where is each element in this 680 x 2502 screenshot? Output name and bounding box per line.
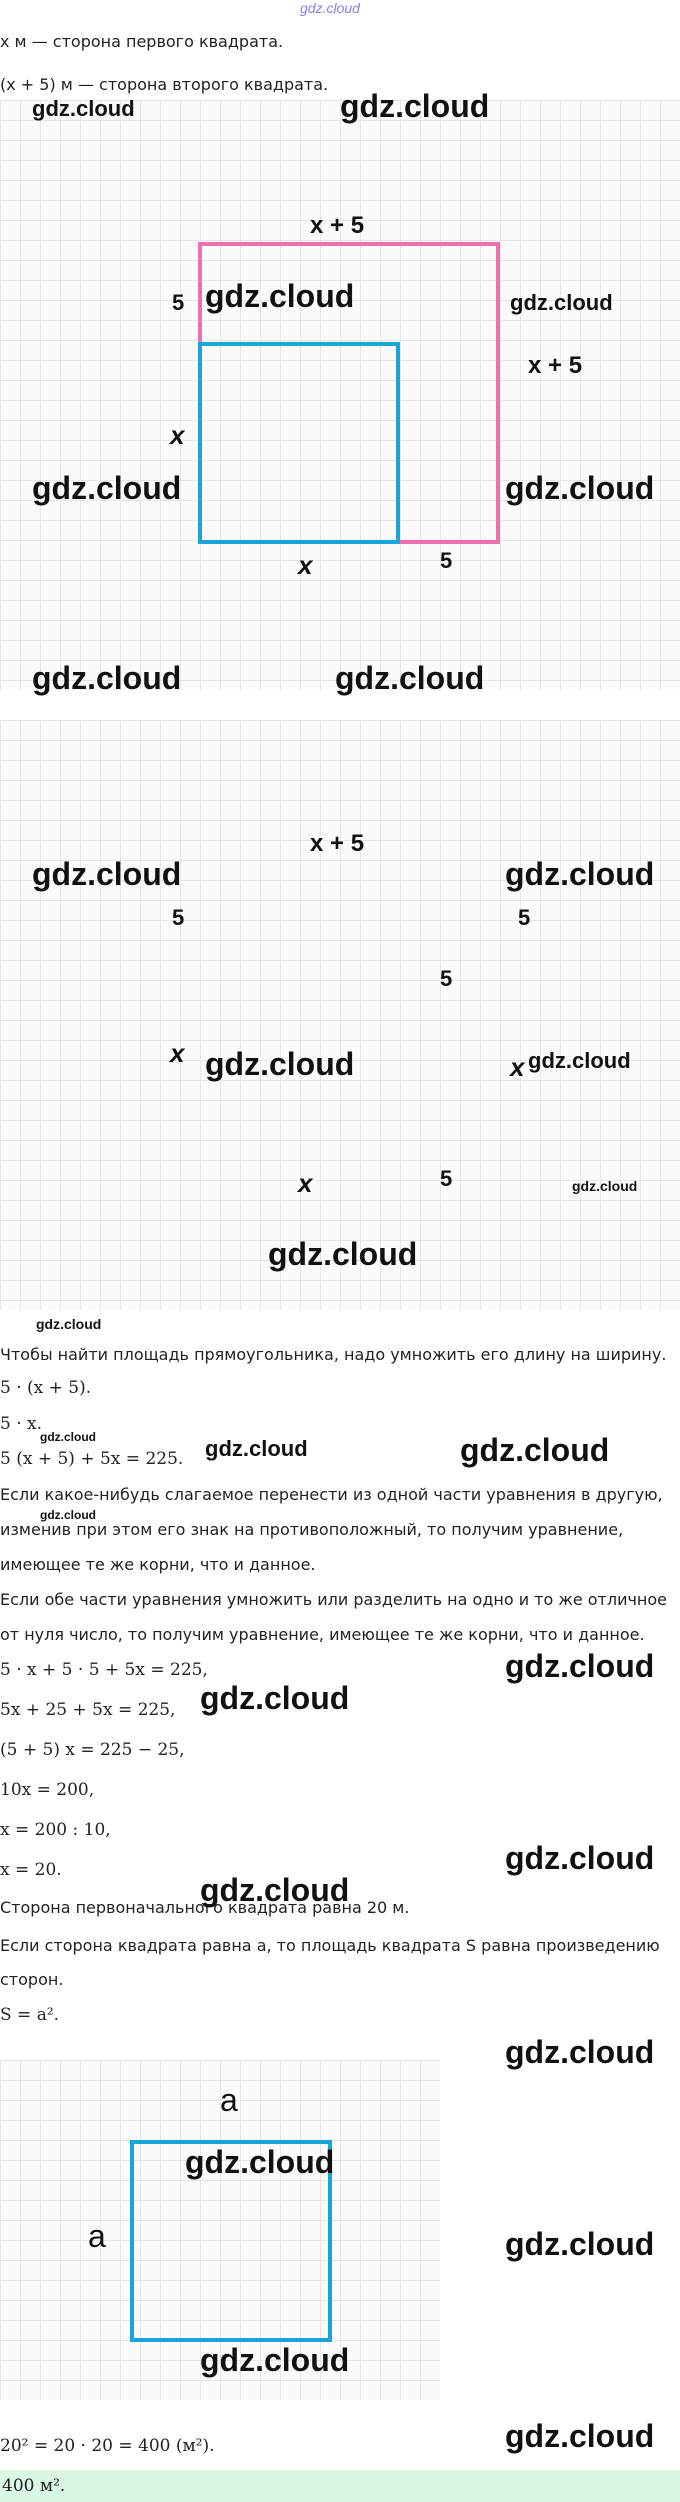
watermark: gdz.cloud: [200, 1680, 350, 1716]
solution-paragraph-2a: Если какое-нибудь слагаемое перенести из одной части уравнения в другую,: [0, 1485, 663, 1504]
figure-2-label-left-5: 5: [172, 905, 185, 930]
figure-1-label-left-x: x: [170, 420, 185, 450]
watermark: gdz.cloud: [32, 470, 182, 506]
watermark: gdz.cloud: [32, 96, 135, 121]
figure-3-label-left: a: [88, 2218, 106, 2254]
solution-math-3: 5 (x + 5) + 5x = 225.: [0, 1449, 184, 1469]
site-logo[interactable]: gdz.cloud: [300, 0, 360, 16]
intro-line-2: (x + 5) м — сторона второго квадрата.: [0, 75, 329, 94]
watermark: gdz.cloud: [505, 470, 655, 506]
watermark: gdz.cloud: [32, 856, 182, 892]
solution-math-5: 20² = 20 · 20 = 400 (м²).: [0, 2436, 215, 2456]
solution-paragraph-5b: сторон.: [0, 1970, 64, 1989]
solution-equation-4: 10x = 200,: [0, 1780, 95, 1800]
figure-1-label-top: x + 5: [310, 212, 365, 239]
solution-paragraph-3b: от нуля число, то получим уравнение, имеющее те же корни, что и данное.: [0, 1625, 645, 1644]
solution-equation-1: 5 · x + 5 · 5 + 5x = 225,: [0, 1660, 208, 1680]
watermark: gdz.cloud: [460, 1432, 610, 1468]
figure-2-label-right-5: 5: [518, 905, 531, 930]
answer-text: 400 м².: [2, 2476, 66, 2496]
figure-1-label-right: x + 5: [528, 352, 583, 379]
watermark: gdz.cloud: [505, 1648, 655, 1684]
watermark: gdz.cloud: [40, 1508, 96, 1522]
solution-equation-3: (5 + 5) x = 225 − 25,: [0, 1740, 185, 1760]
solution-equation-5: x = 200 : 10,: [0, 1820, 111, 1840]
watermark: gdz.cloud: [505, 2034, 655, 2070]
figure-2-label-left-x: x: [170, 1038, 185, 1068]
solution-paragraph-4: Сторона первоначального квадрата равна 20 м.: [0, 1898, 410, 1917]
watermark: gdz.cloud: [205, 278, 355, 314]
watermark: gdz.cloud: [200, 1872, 350, 1908]
answer-box: [0, 2470, 680, 2502]
figure-1-label-left-5: 5: [172, 290, 185, 315]
watermark: gdz.cloud: [572, 1178, 638, 1194]
solution-equation-2: 5x + 25 + 5x = 225,: [0, 1700, 176, 1720]
solution-math-2: 5 · x.: [0, 1414, 43, 1434]
solution-paragraph-2c: имеющее те же корни, что и данное.: [0, 1555, 316, 1574]
figure-3-label-top: a: [220, 2082, 238, 2118]
figure-2-label-bottom-x: x: [298, 1168, 313, 1198]
watermark: gdz.cloud: [268, 1236, 418, 1272]
watermark: gdz.cloud: [36, 1316, 102, 1332]
watermark: gdz.cloud: [185, 2144, 335, 2180]
solution-paragraph-3a: Если обе части уравнения умножить или разделить на одно и то же отличное: [0, 1590, 668, 1609]
watermark: gdz.cloud: [40, 1430, 96, 1444]
watermark: gdz.cloud: [32, 660, 182, 696]
watermark: gdz.cloud: [335, 660, 485, 696]
watermark: gdz.cloud: [528, 1048, 631, 1073]
watermark: gdz.cloud: [510, 290, 613, 315]
watermark: gdz.cloud: [505, 2226, 655, 2262]
solution-math-1: 5 · (x + 5).: [0, 1378, 92, 1398]
watermark: gdz.cloud: [205, 1046, 355, 1082]
solution-paragraph-1: Чтобы найти площадь прямоугольника, надо умножить его длину на ширину.: [0, 1345, 667, 1364]
solution-paragraph-5a: Если сторона квадрата равна a, то площадь квадрата S равна произведению: [0, 1936, 660, 1955]
solution-paragraph-2b: изменив при этом его знак на противоположный, то получим уравнение,: [0, 1520, 624, 1539]
watermark: gdz.cloud: [505, 1840, 655, 1876]
watermark: gdz.cloud: [200, 2342, 350, 2378]
intro-line-1: x м — сторона первого квадрата.: [0, 32, 284, 51]
figure-1-label-bottom-x: x: [298, 550, 313, 580]
watermark: gdz.cloud: [205, 1436, 308, 1461]
watermark: gdz.cloud: [505, 2418, 655, 2454]
figure-2-label-bottom-5: 5: [440, 1166, 453, 1191]
watermark: gdz.cloud: [505, 856, 655, 892]
figure-2-label-top: x + 5: [310, 830, 365, 857]
solution-math-4: S = a².: [0, 2005, 60, 2025]
figure-2-label-inner-5: 5: [440, 966, 453, 991]
figure-2-label-right-x: x: [510, 1052, 525, 1082]
solution-equation-6: x = 20.: [0, 1860, 62, 1880]
watermark: gdz.cloud: [340, 88, 490, 124]
figure-1-label-bottom-5: 5: [440, 548, 453, 573]
